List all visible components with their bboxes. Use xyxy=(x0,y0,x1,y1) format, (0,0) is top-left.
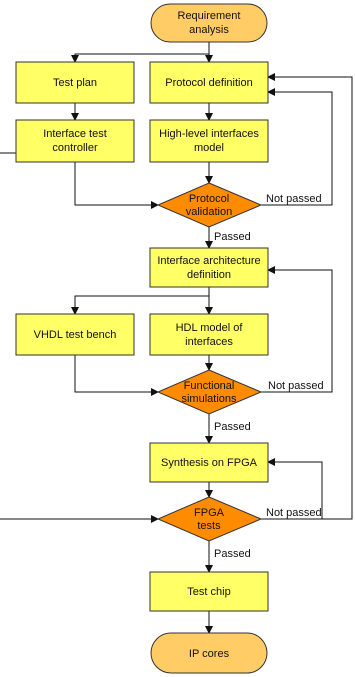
node-label-line: model xyxy=(194,142,224,154)
node-vhdl-test-bench xyxy=(16,314,134,355)
node-label-line: VHDL test bench xyxy=(33,329,117,341)
node-label-line: FPGA xyxy=(194,507,224,519)
node-label-line: IP cores xyxy=(188,648,230,660)
node-interface-architecture-definition xyxy=(150,248,268,287)
node-label-line: Functional xyxy=(183,380,235,392)
node-label-line: validation xyxy=(185,206,233,218)
decision-functional-simulations xyxy=(158,370,261,414)
node-requirement-analysis xyxy=(151,4,267,42)
node-label-line: controller xyxy=(52,142,98,154)
node-label-line: Interface architecture xyxy=(157,255,261,267)
edge-label-not-passed: Not passed xyxy=(268,380,324,392)
edge-label-not-passed: Not passed xyxy=(266,507,322,519)
node-synthesis-on-fpga xyxy=(150,443,268,482)
node-label-line: analysis xyxy=(189,24,229,36)
node-test-chip xyxy=(150,572,268,611)
node-protocol-definition xyxy=(150,62,268,103)
node-label-line: interfaces xyxy=(185,336,233,348)
node-label-line: Requirement xyxy=(177,10,241,22)
node-label-line: tests xyxy=(197,520,221,532)
edge-label-passed: Passed xyxy=(214,548,251,560)
node-label-line: simulations xyxy=(181,393,237,405)
edge-label-passed: Passed xyxy=(214,231,251,243)
node-label-line: Synthesis on FPGA xyxy=(161,457,257,469)
node-label-line: Test plan xyxy=(52,77,98,89)
edge-label-passed: Passed xyxy=(214,421,251,433)
edge-label-not-passed: Not passed xyxy=(266,193,322,205)
node-label-line: definition xyxy=(186,269,232,281)
node-interface-test-controller xyxy=(16,120,134,162)
node-label-line: Protocol xyxy=(188,193,230,205)
node-label-line: Interface test xyxy=(43,128,107,140)
node-label-line: High-level interfaces xyxy=(159,128,259,140)
node-hdl-model-of-interfaces xyxy=(150,314,268,355)
node-test-plan xyxy=(16,62,134,103)
node-ip-cores xyxy=(151,633,267,673)
node-label-line: HDL model of xyxy=(175,322,243,334)
decision-fpga-tests xyxy=(158,497,261,541)
node-high-level-interfaces-model xyxy=(150,120,268,162)
node-label-line: Protocol definition xyxy=(165,77,253,89)
node-label-line: Test chip xyxy=(187,586,231,598)
decision-protocol-validation xyxy=(158,183,261,227)
